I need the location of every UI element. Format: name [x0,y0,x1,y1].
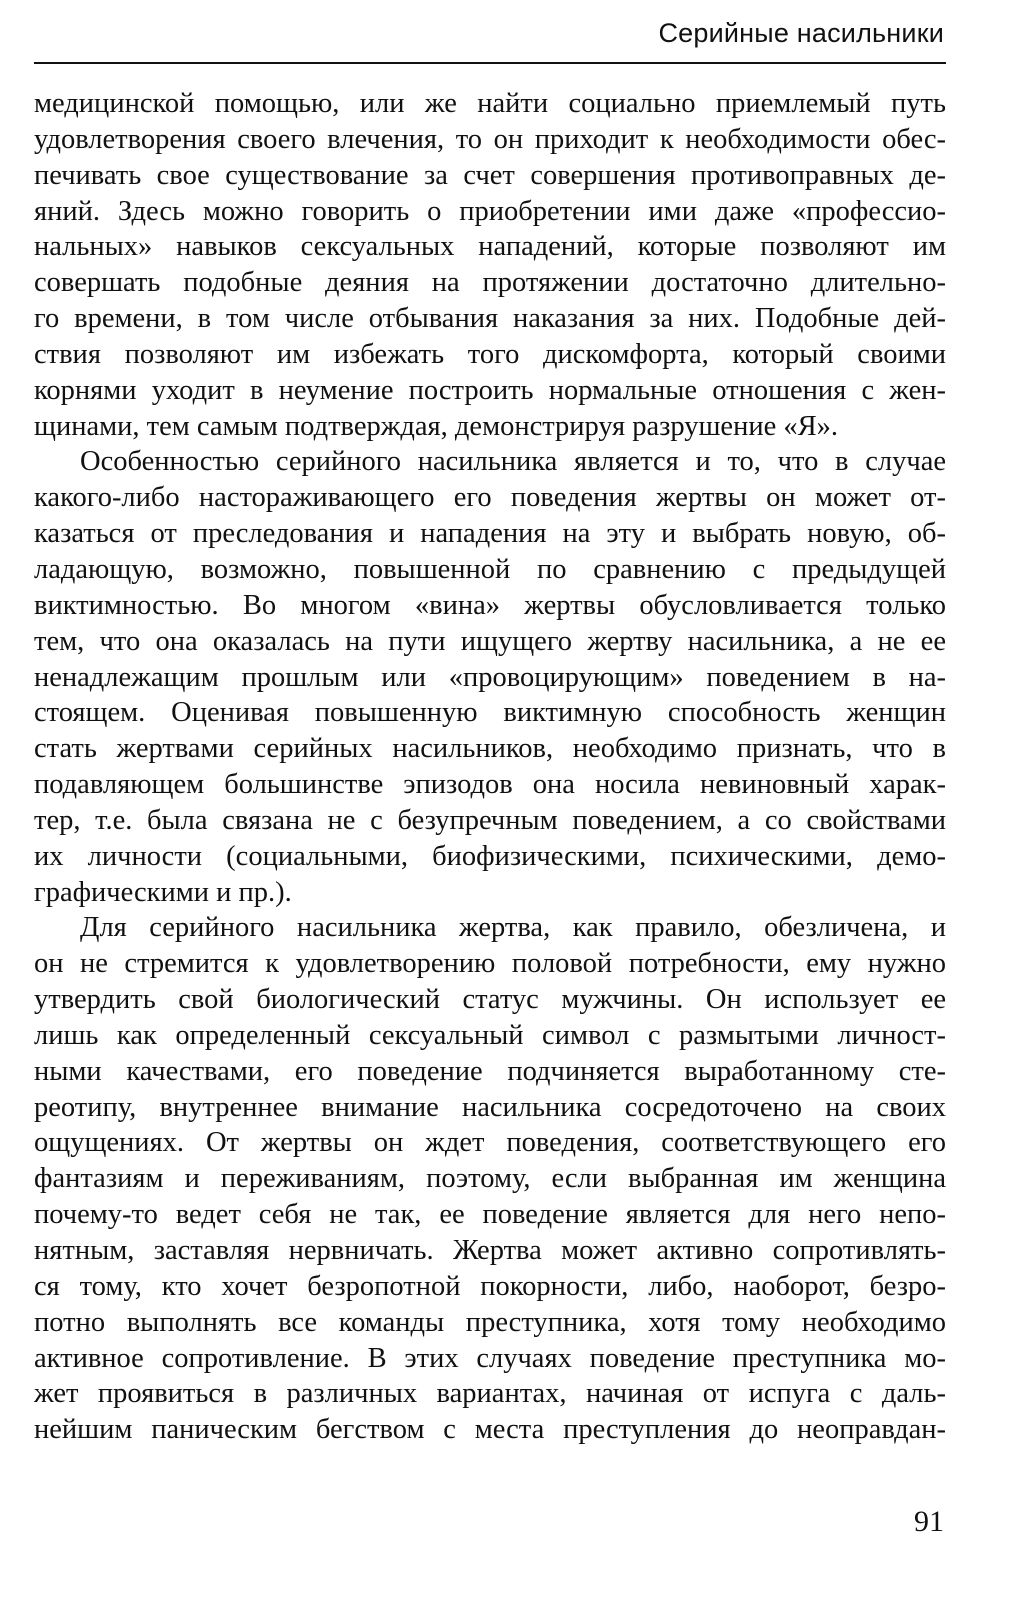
text-line: потно выполнять все команды преступника, хотя тому необходимо [34,1306,946,1338]
text-line: ными качествами, его поведение подчиняется выработанному сте- [34,1055,946,1087]
text-line: щинами, тем самым подтверждая, демонстрируя разрушение «Я». [34,410,838,442]
text-line: Особенностью серийного насильника является и то, что в случае [80,446,946,478]
text-line: графическими и пр.). [34,876,292,908]
text-line: нятным, заставляя нервничать. Жертва может активно сопротивлять- [34,1235,946,1266]
header-rule [34,62,946,64]
text-line: утвердить свой биологический статус мужчины. Он использует ее [34,984,946,1016]
text-line: стоящем. Оценивая повышенную виктимную способность женщин [34,697,946,729]
text-line: ощущениях. От жертвы он ждет поведения, соответствующего его [34,1127,946,1159]
text-line: медицинской помощью, или же найти социально приемлемый путь [34,88,946,119]
text-line: он не стремится к удовлетворению половой потребности, ему нужно [34,948,946,980]
paragraph [34,86,946,444]
text-line: реотипу, внутреннее внимание насильника сосредоточено на своих [34,1091,946,1123]
text-line: совершать подобные деяния на протяжении достаточно длительно- [34,267,946,299]
paragraph [34,444,946,910]
text-line: подавляющем большинстве эпизодов она носила невиновный харак- [34,769,946,801]
text-line: Для серийного насильника жертва, как правило, обезличена, и [80,912,946,944]
text-line: какого-либо настораживающего его поведения жертвы он может от- [34,482,946,514]
running-title: Серийные насильники [658,18,944,48]
text-line: фантазиям и переживаниям, поэтому, если выбранная им женщина [34,1163,946,1195]
text-line: жет проявиться в различных вариантах, начиная от испуга с даль- [34,1378,946,1410]
text-line: корнями уходит в неумение построить нормальные отношения с жен- [34,374,946,406]
paragraph [34,910,946,1448]
text-line: нальных» навыков сексуальных нападений, которые позволяют им [34,231,946,263]
text-line: активное сопротивление. В этих случаях поведение преступника мо- [34,1342,946,1374]
text-line: ненадлежащим прошлым или «провоцирующим» поведением в на- [34,661,946,693]
text-line: стать жертвами серийных насильников, необходимо признать, что в [34,733,946,765]
text-line: яний. Здесь можно говорить о приобретении ими даже «профессио- [34,195,946,227]
body-text [34,86,946,1448]
text-line: виктимностью. Во многом «вина» жертвы обусловливается только [34,589,946,621]
text-line: казаться от преследования и нападения на эту и выбрать новую, об- [34,518,946,550]
text-line: тем, что она оказалась на пути ищущего жертву насильника, а не ее [34,625,946,657]
text-line: удовлетворения своего влечения, то он приходит к необходимости обес- [34,123,946,155]
text-line: их личности (социальными, биофизическими, психическими, демо- [34,840,946,872]
text-line: ся тому, кто хочет безропотной покорности, либо, наоборот, безро- [34,1270,946,1302]
page-number: 91 [914,1505,944,1538]
text-line: печивать свое существование за счет совершения противоправных де- [34,159,946,191]
text-line: почему-то ведет себя не так, ее поведение является для него непо- [34,1199,946,1231]
text-line: ствия позволяют им избежать того дискомфорта, который своими [34,338,946,370]
text-line: го времени, в том числе отбывания наказания за них. Подобные дей- [34,303,946,335]
text-line: ладающую, возможно, повышенной по сравнению с предыдущей [34,553,946,585]
text-line: лишь как определенный сексуальный символ с размытыми личност- [34,1019,946,1051]
text-line: тер, т.е. была связана не с безупречным поведением, а со свойствами [34,804,946,836]
text-line: нейшим паническим бегством с места преступления до неоправдан- [34,1414,946,1446]
